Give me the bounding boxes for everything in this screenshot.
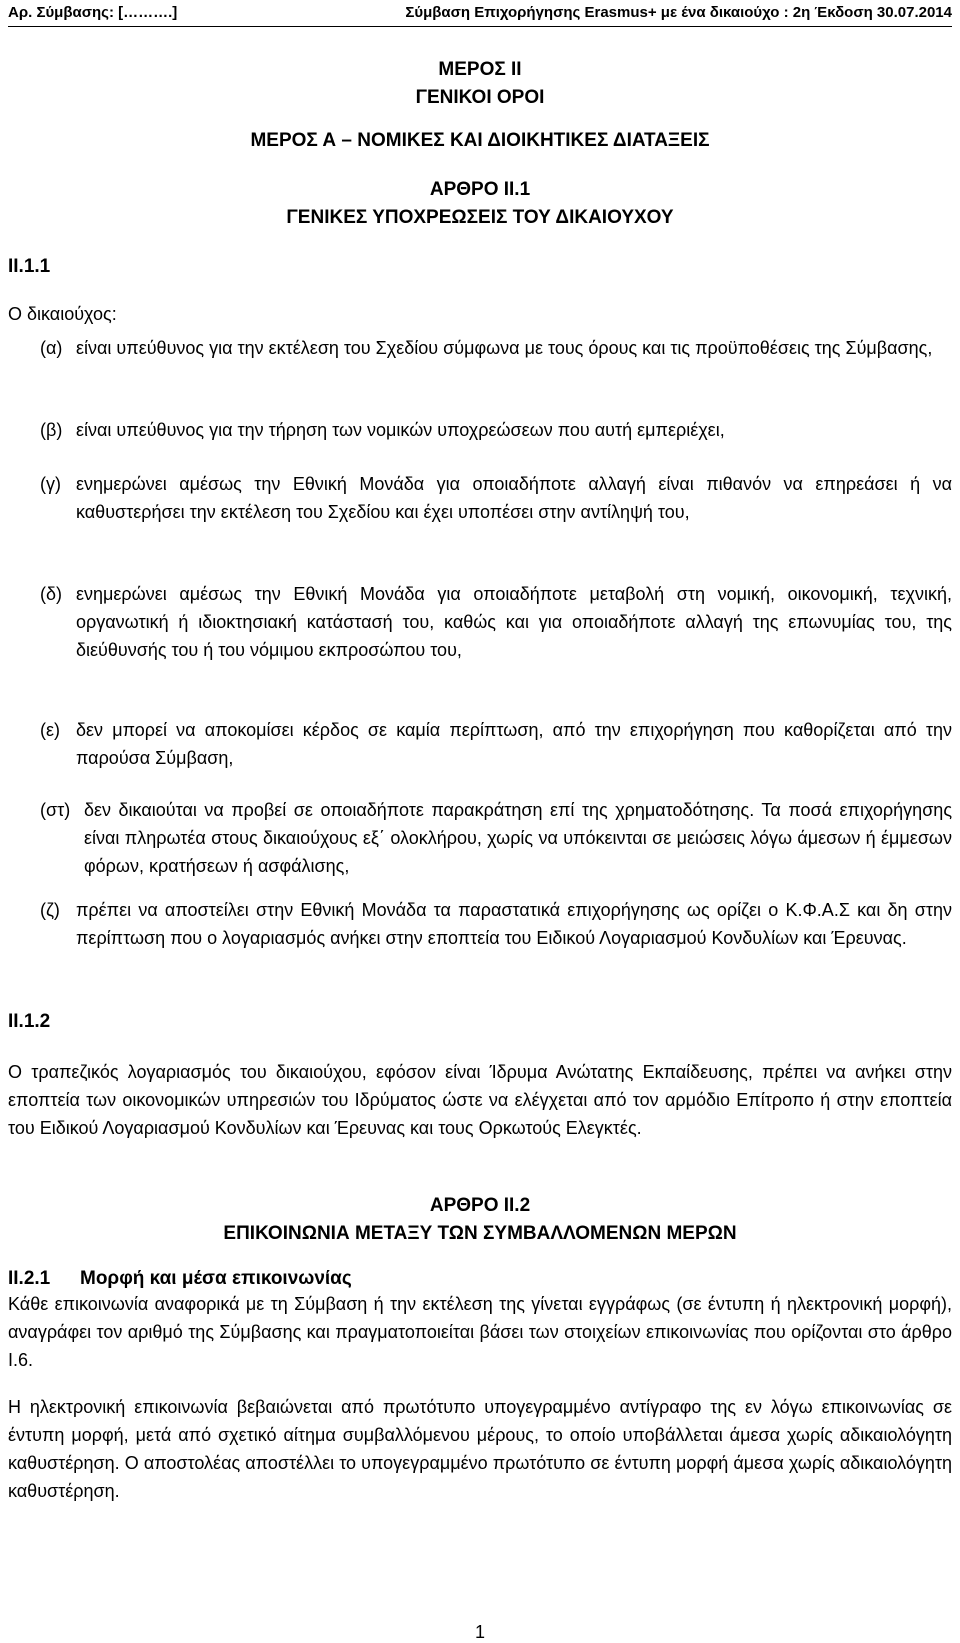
list-item [40,470,952,526]
list-item-label: (β) [40,420,63,440]
article-title: ΕΠΙΚΟΙΝΩΝΙΑ ΜΕΤΑΞΥ ΤΩΝ ΣΥΜΒΑΛΛΟΜΕΝΩΝ ΜΕΡΩΝ [223,1223,737,1244]
clause-label: II.1.2 [8,1011,51,1032]
list-item-text: είναι υπεύθυνος για την εκτέλεση του Σχεδίου σύμφωνα με τους όρους και τις προϋποθέσεις της Σύμβασης, [76,338,933,358]
page-number: 1 [474,1622,485,1642]
list-item [40,416,952,444]
list-item [40,896,952,952]
list-item-text: ενημερώνει αμέσως την Εθνική Μονάδα για οποιαδήποτε μεταβολή στη νομική, οικονομική, τεχνική, οργανωτική ή ιδιοκτησιακή κατάστασή του, καθώς και για οποιαδήποτε αλλαγή της επωνυμίας του, της διεύθυνσής του ή του νόμιμου εκπροσώπου του, [76,584,952,660]
list-item [40,334,952,362]
body-paragraph: Η ηλεκτρονική επικοινωνία βεβαιώνεται από πρωτότυπο υπογεγραμμένο αντίγραφο της εν λόγω επικοινωνίας σε έντυπη μορφή, μετά από σχετικό αίτημα συμβαλλόμενου μέρους, το οποίο υποβάλλεται άμεσα χωρίς αδικαιολόγητη καθυστέρηση. Ο αποστολέας αποστέλλει το υπογεγραμμένο πρωτότυπο σε έντυπη μορφή άμεσα χωρίς αδικαιολόγητη καθυστέρηση. [8,1397,952,1501]
clause-label: II.2.1 [8,1268,51,1289]
header-contract-number: Αρ. Σύμβασης: [……….] [8,4,178,21]
list-item [40,796,952,880]
part-heading: ΜΕΡΟΣ II [438,59,522,80]
section-heading: ΜΕΡΟΣ Α – ΝΟΜΙΚΕΣ ΚΑΙ ΔΙΟΙΚΗΤΙΚΕΣ ΔΙΑΤΑΞΕΙΣ [250,130,710,151]
article-number: ΑΡΘΡΟ II.1 [429,179,531,200]
list-item-text: δεν δικαιούται να προβεί σε οποιαδήποτε παρακράτηση επί της χρηματοδότησης. Τα ποσά επιχορήγησης είναι πληρωτέα στους δικαιούχους εξ΄ ολοκλήρου, χωρίς να υπόκεινται σε μειώσεις λόγω άμεσων ή έμμεσων φόρων, κρατήσεων ή ασφάλισης, [84,800,952,876]
body-paragraph: Κάθε επικοινωνία αναφορικά με τη Σύμβαση ή την εκτέλεση της γίνεται εγγράφως (σε έντυπη ή ηλεκτρονική μορφή), αναγράφει τον αριθμό της Σύμβασης και πραγματοποιείται βάσει των στοιχείων επικοινωνίας που ορίζονται στο άρθρο I.6. [8,1294,952,1370]
list-item [40,716,952,772]
list-item-label: (γ) [40,474,61,494]
list-item [40,580,952,664]
list-item-label: (ε) [40,720,61,740]
header-divider [8,26,952,27]
list-item-text: δεν μπορεί να αποκομίσει κέρδος σε καμία περίπτωση, από την επιχορήγηση που καθορίζεται από την παρούσα Σύμβαση, [76,720,952,768]
intro-text: Ο δικαιούχος: [8,304,117,324]
list-item-label: (δ) [40,584,63,604]
clause-label: II.1.1 [8,256,51,277]
article-title: ΓΕΝΙΚΕΣ ΥΠΟΧΡΕΩΣΕΙΣ ΤΟΥ ΔΙΚΑΙΟΥΧΟΥ [286,207,674,228]
article-number: ΑΡΘΡΟ II.2 [429,1195,531,1216]
list-item-text: πρέπει να αποστείλει στην Εθνική Μονάδα τα παραστατικά επιχορήγησης ως ορίζει ο Κ.Φ.Α.Σ και δη στην περίπτωση που ο λογαριασμός ανήκει στην εποπτεία του Ειδικού Λογαριασμού Κονδυλίων και Έρευνας. [76,900,952,948]
list-item-label: (α) [40,338,63,358]
list-item-text: ενημερώνει αμέσως την Εθνική Μονάδα για οποιαδήποτε αλλαγή είναι πιθανόν να επηρεάσει ή να καθυστερήσει την εκτέλεση του Σχεδίου και έχει υποπέσει στην αντίληψή του, [76,474,952,522]
clause-text: Ο τραπεζικός λογαριασμός του δικαιούχου, εφόσον είναι Ίδρυμα Ανώτατης Εκπαίδευσης, πρέπει να ανήκει στην εποπτεία των οικονομικών υπηρεσιών του Ιδρύματος ώστε να ελέγχεται από τον αρμόδιο Επίτροπο ή στην εποπτεία του Ειδικού Λογαριασμού Κονδυλίων και Έρευνας και τους Ορκωτούς Ελεγκτές. [8,1062,952,1138]
clause-heading [8,1266,352,1292]
part-subheading: ΓΕΝΙΚΟΙ ΟΡΟΙ [415,87,545,108]
list-item-label: (ζ) [40,900,60,920]
clause-title: Μορφή και μέσα επικοινωνίας [80,1268,352,1289]
header-contract-title: Σύμβαση Επιχορήγησης Erasmus+ με ένα δικαιούχο : 2η Έκδοση 30.07.2014 [405,4,952,21]
list-item-text: είναι υπεύθυνος για την τήρηση των νομικών υποχρεώσεων που αυτή εμπεριέχει, [76,420,725,440]
list-item-label: (στ) [40,800,71,820]
